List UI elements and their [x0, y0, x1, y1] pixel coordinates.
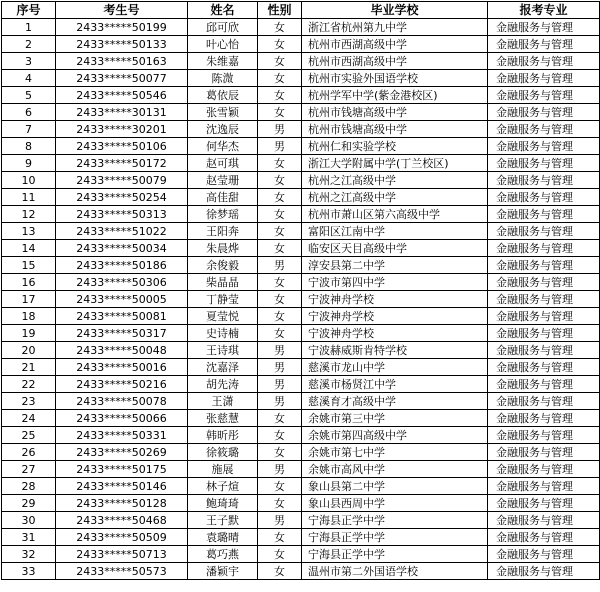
header-gender: 性别: [258, 2, 302, 19]
table-row: [2, 512, 600, 529]
cell-major: 金融服务与管理: [488, 36, 600, 53]
cell-gender: 男: [258, 342, 302, 359]
cell-major: 金融服务与管理: [488, 478, 600, 495]
cell-index: 6: [2, 104, 56, 121]
cell-exam-id: 2433*****50128: [56, 495, 188, 512]
cell-major: 金融服务与管理: [488, 121, 600, 138]
table-row: [2, 274, 600, 291]
cell-index: 15: [2, 257, 56, 274]
cell-major: 金融服务与管理: [488, 325, 600, 342]
cell-school: 杭州市萧山区第六高级中学: [302, 206, 488, 223]
cell-major: 金融服务与管理: [488, 427, 600, 444]
cell-school: 温州市第二外国语学校: [302, 563, 488, 580]
cell-name: 施展: [188, 461, 258, 478]
cell-gender: 女: [258, 274, 302, 291]
cell-school: 宁海县正学中学: [302, 546, 488, 563]
cell-school: 宁波赫威斯肯特学校: [302, 342, 488, 359]
cell-gender: 女: [258, 444, 302, 461]
cell-exam-id: 2433*****50216: [56, 376, 188, 393]
cell-school: 余姚市第七中学: [302, 444, 488, 461]
cell-school: 临安区天目高级中学: [302, 240, 488, 257]
cell-gender: 女: [258, 87, 302, 104]
cell-major: 金融服务与管理: [488, 240, 600, 257]
cell-major: 金融服务与管理: [488, 206, 600, 223]
cell-school: 宁波神舟学校: [302, 291, 488, 308]
table-body: [2, 19, 600, 580]
cell-gender: 女: [258, 563, 302, 580]
cell-gender: 女: [258, 240, 302, 257]
cell-major: 金融服务与管理: [488, 342, 600, 359]
cell-major: 金融服务与管理: [488, 563, 600, 580]
table-row: [2, 138, 600, 155]
cell-exam-id: 2433*****50066: [56, 410, 188, 427]
cell-gender: 女: [258, 427, 302, 444]
cell-exam-id: 2433*****50331: [56, 427, 188, 444]
cell-name: 王阳奔: [188, 223, 258, 240]
cell-school: 杭州市西湖高级中学: [302, 36, 488, 53]
cell-name: 沈逸辰: [188, 121, 258, 138]
cell-exam-id: 2433*****50081: [56, 308, 188, 325]
table-row: [2, 172, 600, 189]
cell-gender: 女: [258, 19, 302, 36]
cell-major: 金融服务与管理: [488, 138, 600, 155]
cell-name: 葛依辰: [188, 87, 258, 104]
cell-school: 富阳区江南中学: [302, 223, 488, 240]
cell-name: 邱可欣: [188, 19, 258, 36]
cell-gender: 女: [258, 410, 302, 427]
cell-exam-id: 2433*****50106: [56, 138, 188, 155]
table-row: [2, 461, 600, 478]
cell-exam-id: 2433*****50133: [56, 36, 188, 53]
cell-index: 32: [2, 546, 56, 563]
table-row: [2, 104, 600, 121]
cell-exam-id: 2433*****50175: [56, 461, 188, 478]
cell-school: 杭州之江高级中学: [302, 172, 488, 189]
cell-exam-id: 2433*****50713: [56, 546, 188, 563]
cell-index: 21: [2, 359, 56, 376]
cell-school: 杭州市钱塘高级中学: [302, 121, 488, 138]
cell-school: 浙江省杭州第九中学: [302, 19, 488, 36]
cell-name: 王子默: [188, 512, 258, 529]
cell-exam-id: 2433*****50269: [56, 444, 188, 461]
cell-major: 金融服务与管理: [488, 189, 600, 206]
cell-exam-id: 2433*****50077: [56, 70, 188, 87]
cell-exam-id: 2433*****50199: [56, 19, 188, 36]
cell-name: 胡先涛: [188, 376, 258, 393]
cell-index: 22: [2, 376, 56, 393]
cell-gender: 女: [258, 223, 302, 240]
cell-school: 宁波神舟学校: [302, 325, 488, 342]
cell-name: 陈溦: [188, 70, 258, 87]
cell-index: 23: [2, 393, 56, 410]
cell-index: 27: [2, 461, 56, 478]
cell-index: 17: [2, 291, 56, 308]
cell-gender: 男: [258, 461, 302, 478]
cell-exam-id: 2433*****50186: [56, 257, 188, 274]
cell-exam-id: 2433*****50172: [56, 155, 188, 172]
cell-major: 金融服务与管理: [488, 410, 600, 427]
cell-school: 杭州学军中学(紫金港校区): [302, 87, 488, 104]
cell-index: 2: [2, 36, 56, 53]
cell-major: 金融服务与管理: [488, 393, 600, 410]
cell-exam-id: 2433*****50078: [56, 393, 188, 410]
cell-index: 7: [2, 121, 56, 138]
cell-name: 赵莹珊: [188, 172, 258, 189]
cell-name: 袁璐晴: [188, 529, 258, 546]
cell-name: 潘颖宇: [188, 563, 258, 580]
cell-exam-id: 2433*****51022: [56, 223, 188, 240]
header-exam-id: 考生号: [56, 2, 188, 19]
cell-major: 金融服务与管理: [488, 155, 600, 172]
cell-gender: 女: [258, 546, 302, 563]
cell-name: 沈嘉泽: [188, 359, 258, 376]
cell-school: 杭州市实验外国语学校: [302, 70, 488, 87]
cell-gender: 女: [258, 308, 302, 325]
cell-index: 28: [2, 478, 56, 495]
cell-major: 金融服务与管理: [488, 529, 600, 546]
cell-school: 淳安县第二中学: [302, 257, 488, 274]
header-major: 报考专业: [488, 2, 600, 19]
cell-exam-id: 2433*****50163: [56, 53, 188, 70]
cell-school: 浙江大学附属中学(丁兰校区): [302, 155, 488, 172]
cell-major: 金融服务与管理: [488, 512, 600, 529]
cell-school: 余姚市高风中学: [302, 461, 488, 478]
cell-index: 31: [2, 529, 56, 546]
header-school: 毕业学校: [302, 2, 488, 19]
table-row: [2, 308, 600, 325]
cell-index: 26: [2, 444, 56, 461]
cell-gender: 女: [258, 104, 302, 121]
table-row: [2, 325, 600, 342]
table-row: [2, 393, 600, 410]
cell-exam-id: 2433*****50005: [56, 291, 188, 308]
cell-exam-id: 2433*****50254: [56, 189, 188, 206]
table-row: [2, 342, 600, 359]
table-row: [2, 240, 600, 257]
cell-exam-id: 2433*****50509: [56, 529, 188, 546]
cell-school: 象山县第二中学: [302, 478, 488, 495]
cell-school: 慈溪市杨贤江中学: [302, 376, 488, 393]
cell-gender: 男: [258, 359, 302, 376]
cell-major: 金融服务与管理: [488, 308, 600, 325]
table-row: [2, 19, 600, 36]
cell-gender: 男: [258, 257, 302, 274]
cell-gender: 女: [258, 36, 302, 53]
cell-gender: 女: [258, 53, 302, 70]
cell-index: 14: [2, 240, 56, 257]
cell-major: 金融服务与管理: [488, 546, 600, 563]
cell-school: 慈溪市龙山中学: [302, 359, 488, 376]
cell-index: 25: [2, 427, 56, 444]
table-row: [2, 563, 600, 580]
table-row: [2, 87, 600, 104]
cell-index: 1: [2, 19, 56, 36]
cell-major: 金融服务与管理: [488, 359, 600, 376]
table-row: [2, 546, 600, 563]
header-name: 姓名: [188, 2, 258, 19]
cell-school: 余姚市第三中学: [302, 410, 488, 427]
cell-gender: 女: [258, 172, 302, 189]
cell-major: 金融服务与管理: [488, 53, 600, 70]
cell-name: 史诗楠: [188, 325, 258, 342]
cell-name: 王诗琪: [188, 342, 258, 359]
cell-index: 33: [2, 563, 56, 580]
table-row: [2, 206, 600, 223]
cell-major: 金融服务与管理: [488, 104, 600, 121]
cell-gender: 女: [258, 189, 302, 206]
cell-exam-id: 2433*****50034: [56, 240, 188, 257]
table-row: [2, 427, 600, 444]
cell-index: 29: [2, 495, 56, 512]
cell-gender: 男: [258, 121, 302, 138]
cell-gender: 女: [258, 495, 302, 512]
cell-name: 丁静莹: [188, 291, 258, 308]
cell-index: 30: [2, 512, 56, 529]
cell-name: 徐筱璐: [188, 444, 258, 461]
cell-index: 4: [2, 70, 56, 87]
cell-index: 5: [2, 87, 56, 104]
cell-exam-id: 2433*****50079: [56, 172, 188, 189]
cell-school: 杭州之江高级中学: [302, 189, 488, 206]
cell-gender: 男: [258, 512, 302, 529]
cell-name: 柴晶晶: [188, 274, 258, 291]
cell-index: 8: [2, 138, 56, 155]
cell-name: 张雪颖: [188, 104, 258, 121]
cell-major: 金融服务与管理: [488, 274, 600, 291]
cell-name: 赵可琪: [188, 155, 258, 172]
cell-name: 何华杰: [188, 138, 258, 155]
cell-school: 宁波市第四中学: [302, 274, 488, 291]
cell-major: 金融服务与管理: [488, 376, 600, 393]
cell-index: 24: [2, 410, 56, 427]
cell-name: 高佳甜: [188, 189, 258, 206]
cell-index: 9: [2, 155, 56, 172]
table-row: [2, 36, 600, 53]
cell-name: 韩昕彤: [188, 427, 258, 444]
cell-name: 朱维嘉: [188, 53, 258, 70]
cell-exam-id: 2433*****30201: [56, 121, 188, 138]
cell-name: 叶心怡: [188, 36, 258, 53]
cell-school: 宁海县正学中学: [302, 512, 488, 529]
cell-exam-id: 2433*****30131: [56, 104, 188, 121]
header-row: [2, 2, 600, 19]
cell-major: 金融服务与管理: [488, 495, 600, 512]
table-row: [2, 53, 600, 70]
cell-index: 12: [2, 206, 56, 223]
cell-major: 金融服务与管理: [488, 19, 600, 36]
cell-gender: 女: [258, 529, 302, 546]
table-row: [2, 444, 600, 461]
cell-name: 徐梦瑶: [188, 206, 258, 223]
cell-gender: 男: [258, 138, 302, 155]
cell-index: 19: [2, 325, 56, 342]
cell-exam-id: 2433*****50313: [56, 206, 188, 223]
table-row: [2, 376, 600, 393]
cell-name: 余俊毅: [188, 257, 258, 274]
cell-gender: 女: [258, 206, 302, 223]
table-row: [2, 189, 600, 206]
header-index: 序号: [2, 2, 56, 19]
table-row: [2, 529, 600, 546]
cell-major: 金融服务与管理: [488, 223, 600, 240]
cell-name: 葛巧燕: [188, 546, 258, 563]
cell-exam-id: 2433*****50306: [56, 274, 188, 291]
cell-gender: 女: [258, 291, 302, 308]
cell-school: 杭州仁和实验学校: [302, 138, 488, 155]
cell-exam-id: 2433*****50016: [56, 359, 188, 376]
cell-name: 林子煊: [188, 478, 258, 495]
cell-exam-id: 2433*****50573: [56, 563, 188, 580]
cell-major: 金融服务与管理: [488, 461, 600, 478]
cell-school: 象山县西周中学: [302, 495, 488, 512]
table-row: [2, 478, 600, 495]
cell-major: 金融服务与管理: [488, 87, 600, 104]
cell-name: 张慈慧: [188, 410, 258, 427]
cell-name: 朱晨烨: [188, 240, 258, 257]
cell-index: 3: [2, 53, 56, 70]
cell-school: 杭州市钱塘高级中学: [302, 104, 488, 121]
cell-gender: 女: [258, 478, 302, 495]
table-row: [2, 410, 600, 427]
cell-index: 16: [2, 274, 56, 291]
cell-index: 13: [2, 223, 56, 240]
cell-exam-id: 2433*****50048: [56, 342, 188, 359]
cell-gender: 女: [258, 325, 302, 342]
admission-table: [1, 1, 600, 580]
table-row: [2, 70, 600, 87]
cell-exam-id: 2433*****50546: [56, 87, 188, 104]
cell-gender: 女: [258, 70, 302, 87]
cell-major: 金融服务与管理: [488, 291, 600, 308]
cell-name: 王潇: [188, 393, 258, 410]
table-row: [2, 495, 600, 512]
table-row: [2, 291, 600, 308]
cell-major: 金融服务与管理: [488, 257, 600, 274]
table-row: [2, 223, 600, 240]
cell-school: 宁海县正学中学: [302, 529, 488, 546]
cell-gender: 男: [258, 393, 302, 410]
cell-name: 鲍琦琦: [188, 495, 258, 512]
cell-exam-id: 2433*****50468: [56, 512, 188, 529]
cell-major: 金融服务与管理: [488, 172, 600, 189]
table-row: [2, 155, 600, 172]
cell-school: 慈溪育才高级中学: [302, 393, 488, 410]
cell-exam-id: 2433*****50146: [56, 478, 188, 495]
cell-major: 金融服务与管理: [488, 70, 600, 87]
table-row: [2, 359, 600, 376]
cell-school: 宁波神舟学校: [302, 308, 488, 325]
cell-gender: 女: [258, 155, 302, 172]
cell-name: 夏莹悦: [188, 308, 258, 325]
cell-school: 余姚市第四高级中学: [302, 427, 488, 444]
cell-index: 18: [2, 308, 56, 325]
cell-index: 10: [2, 172, 56, 189]
cell-major: 金融服务与管理: [488, 444, 600, 461]
cell-gender: 男: [258, 376, 302, 393]
table-row: [2, 257, 600, 274]
cell-index: 20: [2, 342, 56, 359]
cell-index: 11: [2, 189, 56, 206]
table-row: [2, 121, 600, 138]
cell-exam-id: 2433*****50317: [56, 325, 188, 342]
cell-school: 杭州市西湖高级中学: [302, 53, 488, 70]
